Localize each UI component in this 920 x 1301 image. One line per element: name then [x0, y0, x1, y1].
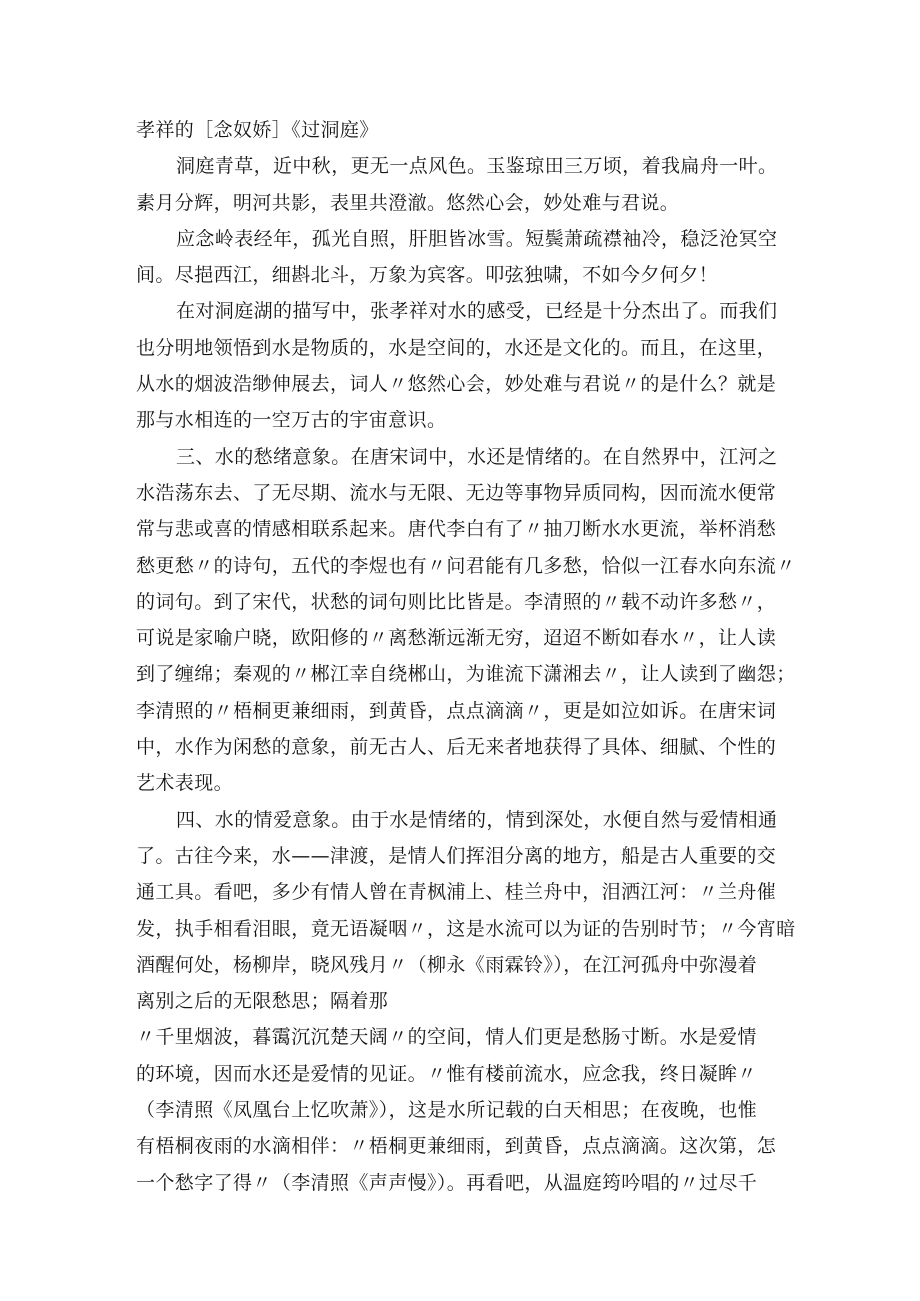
- text-line: 在对洞庭湖的描写中，张孝祥对水的感受，已经是十分杰出了。而我们: [176, 300, 778, 323]
- text-line: 的环境，因而水还是爱情的见证。〃惟有楼前流水，应念我，终日凝眸〃: [136, 1062, 757, 1085]
- text-line: 愁更愁〃的诗句，五代的李煜也有〃问君能有几多愁，恰似一江春水向东流〃: [136, 554, 796, 577]
- text-line: 可说是家喻户晓，欧阳修的〃离愁渐远渐无穷，迢迢不断如春水〃，让人读: [136, 627, 777, 650]
- text-line: 孝祥的［念奴娇］《过洞庭》: [136, 119, 379, 141]
- text-line: 离别之后的无限愁思；隔着那: [136, 990, 389, 1013]
- text-line: 素月分辉，明河共影，表里共澄澈。悠然心会，妙处难与君说。: [136, 191, 680, 214]
- text-line: 艺术表现。: [136, 772, 234, 795]
- text-line: 了。古往今来，水——津渡，是情人们挥泪分离的地方，船是古人重要的交: [136, 844, 777, 867]
- text-line: 李清照的〃梧桐更兼细雨，到黄昏，点点滴滴〃，更是如泣如诉。在唐宋词: [136, 699, 777, 722]
- text-line: 洞庭青草，近中秋，更无一点风色。玉鉴琼田三万顷，着我扁舟一叶。: [176, 155, 778, 178]
- text-line: （李清照《凤凰台上忆吹萧》），这是水所记载的白天相思；在夜晚，也惟: [136, 1099, 758, 1122]
- text-line: 那与水相连的一空万古的宇宙意识。: [136, 409, 447, 432]
- text-line: 三、水的愁绪意象。在唐宋词中，水还是情绪的。在自然界中，江河之: [176, 445, 778, 468]
- text-line: 间。尽挹西江，细斟北斗，万象为宾客。叩弦独啸，不如今夕何夕！: [136, 264, 719, 287]
- document-body: [136, 112, 800, 1201]
- text-line: 有梧桐夜雨的水滴相伴：〃梧桐更兼细雨，到黄昏，点点滴滴。这次第，怎: [136, 1135, 777, 1158]
- text-line: 水浩荡东去、了无尽期、流水与无限、无边等事物异质同构，因而流水便常: [136, 481, 777, 504]
- text-line: 〃千里烟波，暮霭沉沉楚天阔〃的空间，情人们更是愁肠寸断。水是爱情: [136, 1026, 757, 1049]
- text-line: 中，水作为闲愁的意象，前无古人、后无来者地获得了具体、细腻、个性的: [136, 736, 777, 759]
- text-line: 一个愁字了得〃（李清照《声声慢》）。再看吧，从温庭筠吟唱的〃过尽千: [136, 1171, 758, 1194]
- text-line: 也分明地领悟到水是物质的，水是空间的，水还是文化的。而且，在这里，: [136, 336, 777, 359]
- text-line: 四、水的情爱意象。由于水是情绪的，情到深处，水便自然与爱情相通: [176, 808, 778, 831]
- text-line: 通工具。看吧，多少有情人曾在青枫浦上、桂兰舟中，泪洒江河：〃兰舟催: [136, 881, 777, 904]
- text-line: 发，执手相看泪眼，竟无语凝咽〃，这是水流可以为证的告别时节；〃今宵暗: [136, 917, 796, 940]
- text-line: 酒醒何处，杨柳岸，晓风残月〃（柳永《雨霖铃》），在江河孤舟中弥漫着: [136, 953, 758, 976]
- text-line: 应念岭表经年，孤光自照，肝胆皆冰雪。短鬓萧疏襟袖冷，稳泛沧冥空: [176, 227, 778, 250]
- text-line: 的词句。到了宋代，状愁的词句则比比皆是。李清照的〃载不动许多愁〃，: [136, 590, 777, 613]
- text-line: 常与悲或喜的情感相联系起来。唐代李白有了〃抽刀断水水更流，举杯消愁: [136, 518, 777, 541]
- text-line: 到了缠绵；秦观的〃郴江幸自绕郴山，为谁流下潇湘去〃，让人读到了幽怨；: [136, 663, 796, 686]
- text-line: 从水的烟波浩缈伸展去，词人〃悠然心会，妙处难与君说〃的是什么？就是: [136, 373, 777, 396]
